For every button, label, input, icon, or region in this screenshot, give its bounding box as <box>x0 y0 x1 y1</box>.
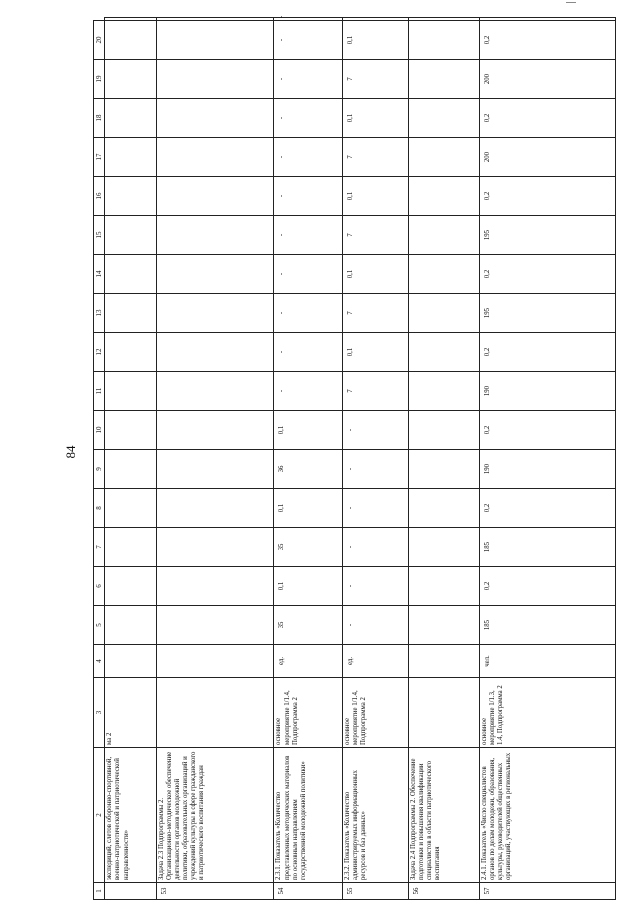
value-cell <box>408 216 479 255</box>
value-cell: - <box>343 528 409 567</box>
value-cell: - <box>274 216 343 255</box>
header-cell: 2 <box>94 748 105 883</box>
indicator-name-cell: экспедиций, слетов оборонно-спортивной, военно-патриотической и патриотической направленности» <box>105 748 156 883</box>
value-cell: 7 <box>343 60 409 99</box>
header-cell: 5 <box>94 606 105 645</box>
value-cell <box>408 372 479 411</box>
value-cell <box>156 489 274 528</box>
row-number-cell: 57 <box>479 883 615 900</box>
indicator-table <box>93 17 616 900</box>
value-cell <box>156 21 274 60</box>
source-cell: основное мероприятие 1/1.3, 1.4, Подпрограмма 2 <box>479 678 615 748</box>
value-cell <box>156 99 274 138</box>
value-cell <box>156 450 274 489</box>
value-cell: - <box>274 18 343 21</box>
table-row <box>408 18 479 900</box>
header-cell: 15 <box>94 216 105 255</box>
header-cell: 3 <box>94 678 105 748</box>
value-cell: 7 <box>343 294 409 333</box>
value-cell <box>156 333 274 372</box>
header-cell: 17 <box>94 138 105 177</box>
value-cell: - <box>274 138 343 177</box>
value-cell: 200 <box>479 138 615 177</box>
value-cell: 7 <box>343 138 409 177</box>
value-cell: - <box>343 450 409 489</box>
value-cell: 35 <box>274 528 343 567</box>
value-cell <box>408 60 479 99</box>
value-cell <box>479 18 615 21</box>
value-cell: 0,1 <box>343 177 409 216</box>
value-cell: - <box>274 372 343 411</box>
value-cell <box>156 216 274 255</box>
value-cell: 190 <box>479 450 615 489</box>
value-cell <box>156 567 274 606</box>
value-cell: 190 <box>479 372 615 411</box>
value-cell: 0,2 <box>479 177 615 216</box>
value-cell: 7 <box>343 372 409 411</box>
value-cell <box>105 450 156 489</box>
header-cell: 13 <box>94 294 105 333</box>
row-number-cell: 55 <box>343 883 409 900</box>
source-cell: ма 2 <box>105 678 156 748</box>
value-cell: 0,2 <box>479 489 615 528</box>
value-cell: - <box>274 255 343 294</box>
value-cell <box>408 294 479 333</box>
value-cell: 7 <box>343 216 409 255</box>
indicator-name-cell: 2.4.1. Показатель «Число специалистов органов по делам молодежи, образования, культуры, руководителей общественных организаций, участвующих в региональных <box>479 748 615 883</box>
header-cell: 10 <box>94 411 105 450</box>
header-cell: 7 <box>94 528 105 567</box>
table-row <box>343 18 409 900</box>
value-cell <box>156 60 274 99</box>
header-cell: 18 <box>94 99 105 138</box>
value-cell: - <box>274 99 343 138</box>
value-cell: 35 <box>274 606 343 645</box>
row-number-cell <box>105 883 156 900</box>
value-cell <box>156 138 274 177</box>
value-cell: 0,2 <box>479 99 615 138</box>
value-cell <box>105 411 156 450</box>
value-cell: - <box>343 411 409 450</box>
value-cell <box>408 528 479 567</box>
value-cell <box>105 294 156 333</box>
value-cell <box>105 216 156 255</box>
value-cell <box>156 255 274 294</box>
value-cell <box>105 489 156 528</box>
value-cell: 0,2 <box>479 21 615 60</box>
unit-cell: чел. <box>479 645 615 678</box>
value-cell: 0,1 <box>343 21 409 60</box>
indicator-name-cell: 2.3.2. Показатель «Количество администрируемых информационных ресурсов и баз данных» <box>343 748 409 883</box>
value-cell <box>105 567 156 606</box>
header-cell: 20 <box>94 21 105 60</box>
value-cell: 0,1 <box>274 411 343 450</box>
value-cell <box>105 138 156 177</box>
value-cell <box>343 18 409 21</box>
header-cell: 14 <box>94 255 105 294</box>
table-row <box>105 18 156 900</box>
value-cell: 36 <box>274 450 343 489</box>
header-cell: 11 <box>94 372 105 411</box>
value-cell: 0,1 <box>343 99 409 138</box>
value-cell <box>105 177 156 216</box>
value-cell <box>408 138 479 177</box>
header-cell: 4 <box>94 645 105 678</box>
table-row <box>479 18 615 900</box>
value-cell <box>156 528 274 567</box>
indicator-name-cell: 2.3.1. Показатель «Количество представленных методических материалов по основным направлениям государственной молодежной политики» <box>274 748 343 883</box>
indicator-name-cell: Задача 2.4 Подпрограммы 2. Обеспечение подготовки и повышения квалификации специалистов в области патриотического воспитания <box>408 748 479 883</box>
value-cell <box>408 489 479 528</box>
value-cell: 185 <box>479 606 615 645</box>
value-cell: 0,1 <box>343 255 409 294</box>
value-cell <box>156 18 274 21</box>
value-cell <box>156 372 274 411</box>
value-cell <box>105 606 156 645</box>
table-container <box>93 17 616 900</box>
source-cell <box>156 678 274 748</box>
value-cell: - <box>274 294 343 333</box>
row-number-cell: 56 <box>408 883 479 900</box>
source-cell: основное мероприятие 1/1.4, Подпрограмма 2 <box>343 678 409 748</box>
value-cell <box>408 177 479 216</box>
value-cell: 0,2 <box>479 411 615 450</box>
value-cell: - <box>343 567 409 606</box>
value-cell <box>105 528 156 567</box>
value-cell <box>408 450 479 489</box>
value-cell: 185 <box>479 528 615 567</box>
value-cell: - <box>274 21 343 60</box>
value-cell <box>408 411 479 450</box>
value-cell <box>105 255 156 294</box>
value-cell <box>156 606 274 645</box>
unit-cell <box>105 645 156 678</box>
table-row <box>156 18 274 900</box>
value-cell <box>156 411 274 450</box>
value-cell: 195 <box>479 294 615 333</box>
value-cell <box>408 567 479 606</box>
value-cell: 0,2 <box>479 255 615 294</box>
value-cell <box>105 372 156 411</box>
value-cell <box>105 18 156 21</box>
header-cell: 9 <box>94 450 105 489</box>
unit-cell <box>408 645 479 678</box>
header-cell: 8 <box>94 489 105 528</box>
source-cell: основное мероприятие 1/1.4, Подпрограмма 2 <box>274 678 343 748</box>
indicator-name-cell: Задача 2.3 Подпрограммы 2. Организационно-методическое обеспечение деятельности органов молодежной политики, образовательных организаций и учреждений культуры в сфере гражданского и патриотического воспитания граждан <box>156 748 274 883</box>
row-number-cell: 54 <box>274 883 343 900</box>
value-cell <box>408 333 479 372</box>
header-cell: 16 <box>94 177 105 216</box>
unit-cell: ед. <box>274 645 343 678</box>
page-number: 84 <box>63 445 78 459</box>
value-cell <box>156 294 274 333</box>
value-cell <box>156 177 274 216</box>
value-cell: 0,1 <box>274 567 343 606</box>
value-cell <box>105 21 156 60</box>
table-body <box>94 15 616 900</box>
value-cell: 0,1 <box>274 489 343 528</box>
value-cell <box>408 18 479 21</box>
header-row <box>94 18 105 900</box>
value-cell: 0,2 <box>479 333 615 372</box>
unit-cell: ед. <box>343 645 409 678</box>
value-cell: - <box>343 606 409 645</box>
value-cell: 0,2 <box>479 567 615 606</box>
value-cell <box>105 99 156 138</box>
value-cell <box>408 21 479 60</box>
value-cell <box>105 60 156 99</box>
value-cell <box>408 99 479 138</box>
source-cell <box>408 678 479 748</box>
row-number-cell: 53 <box>156 883 274 900</box>
value-cell: - <box>274 60 343 99</box>
value-cell <box>408 606 479 645</box>
value-cell: - <box>343 489 409 528</box>
value-cell: - <box>274 333 343 372</box>
header-cell: 19 <box>94 60 105 99</box>
value-cell <box>105 333 156 372</box>
scan-mark <box>566 2 576 9</box>
header-cell: 12 <box>94 333 105 372</box>
header-cell: 6 <box>94 567 105 606</box>
value-cell: 200 <box>479 60 615 99</box>
table-row <box>274 18 343 900</box>
value-cell: 195 <box>479 216 615 255</box>
value-cell: - <box>274 177 343 216</box>
value-cell <box>408 255 479 294</box>
header-cell: 1 <box>94 883 105 900</box>
value-cell: 0,1 <box>343 333 409 372</box>
unit-cell <box>156 645 274 678</box>
